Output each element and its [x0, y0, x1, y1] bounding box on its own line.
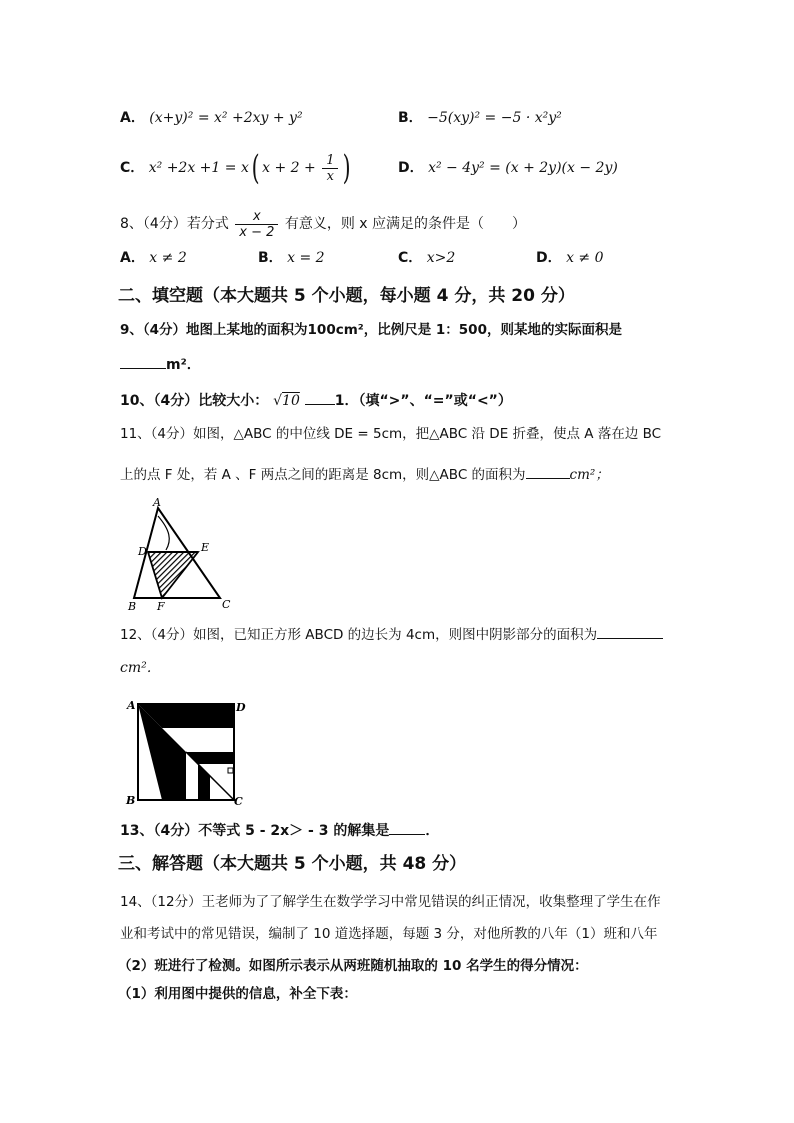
- q8-option-a: A． x ≠ 2: [120, 250, 187, 266]
- label-e: E: [201, 541, 210, 554]
- q7-option-b: B． −5(xy)² = −5 · x²y²: [398, 110, 562, 126]
- q10-stem: 10、（4分）比较大小： √10 1．（填“>”、“=”或“<”）: [120, 388, 512, 411]
- label-a: A: [153, 496, 161, 509]
- q11-stem-line2: 上的点 F 处，若 A 、F 两点之间的距离是 8cm，则△ABC 的面积为 cm²；: [120, 462, 609, 485]
- q8-option-b: B． x = 2: [258, 250, 325, 266]
- q8-fraction: $\frac{x}{x - 2}$: [235, 209, 278, 240]
- q9-answer-blank[interactable]: [120, 352, 166, 369]
- q7-option-c: C． x² +2x +1 = x( x + 2 + $\frac{1}{x}$ ): [120, 148, 352, 188]
- q10-answer-blank[interactable]: [305, 388, 335, 405]
- q13-answer-blank[interactable]: [389, 818, 425, 835]
- q7-option-a: A． (x+y)² = x² +2xy + y²: [120, 110, 303, 126]
- q11-triangle-figure: [126, 496, 236, 612]
- label-d: D: [236, 701, 246, 714]
- q8-option-c: C． x>2: [398, 250, 456, 266]
- left-paren: (: [251, 148, 260, 188]
- label-b: B: [128, 600, 137, 612]
- q8-option-d: D． x ≠ 0: [536, 250, 604, 266]
- q14-line3: （2）班进行了检测。如图所示表示从两班随机抽取的 10 名学生的得分情况：: [118, 958, 588, 974]
- label-c: C: [222, 598, 231, 611]
- q14-line2: 业和考试中的常见错误，编制了 10 道选择题，每题 3 分，对他所教的八年（1）班和八年: [120, 926, 658, 942]
- q12-answer-blank[interactable]: [597, 622, 663, 639]
- q12-stem-line1: 12、（4分）如图，已知正方形 ABCD 的边长为 4cm，则图中阴影部分的面积为: [120, 622, 663, 645]
- q9-answer-line: m²．: [120, 352, 201, 375]
- q7-option-d: D． x² − 4y² = (x + 2y)(x − 2y): [398, 160, 618, 176]
- right-paren: ): [343, 148, 352, 188]
- section2-title: 二、填空题（本大题共 5 个小题，每小题 4 分，共 20 分）: [118, 286, 575, 306]
- q14-line4: （1）利用图中提供的信息，补全下表：: [118, 986, 357, 1002]
- sqrt-symbol: √10: [273, 393, 300, 409]
- fraction-one-over-x: $\frac{1}{x}$: [322, 153, 338, 184]
- folded-triangle: [148, 552, 198, 598]
- label-a: A: [127, 699, 136, 712]
- label-f: F: [157, 600, 165, 612]
- label-b: B: [126, 794, 136, 807]
- q11-answer-blank[interactable]: [526, 462, 570, 479]
- q13-stem: 13、（4分）不等式 5 - 2x＞ - 3 的解集是 ．: [120, 818, 439, 841]
- q9-stem: 9、（4分）地图上某地的面积为100cm²，比例尺是 1：500，则某地的实际面积是: [120, 322, 622, 338]
- q14-line1: 14、（12分）王老师为了了解学生在数学学习中常见错误的纠正情况，收集整理了学生在作: [120, 894, 661, 910]
- label-d: D: [138, 545, 147, 558]
- q8-stem: 8、（4分）若分式 $\frac{x}{x - 2}$ 有意义，则 x 应满足的条件是（ ）: [120, 208, 527, 240]
- q12-square-figure: [124, 698, 246, 808]
- q12-unit: cm²．: [120, 660, 161, 676]
- label-c: C: [234, 795, 243, 808]
- section3-title: 三、解答题（本大题共 5 个小题，共 48 分）: [118, 854, 467, 874]
- q11-stem-line1: 11、（4分）如图，△ABC 的中位线 DE = 5cm，把△ABC 沿 DE 折叠，使点 A 落在边 BC: [120, 426, 662, 442]
